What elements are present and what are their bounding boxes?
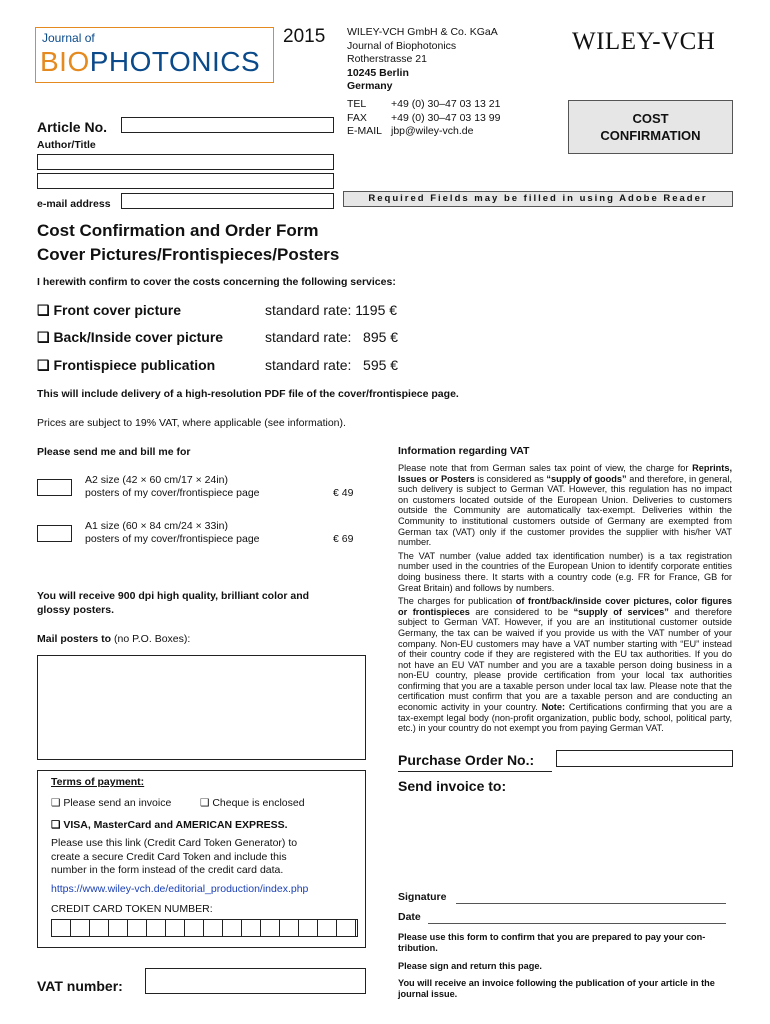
publisher-address bbox=[347, 26, 498, 94]
token-line2: create a secure Credit Card Token and include this bbox=[51, 850, 287, 863]
prices-note: Prices are subject to 19% VAT, where applicable (see information). bbox=[37, 417, 346, 429]
note1-line2: tribution. bbox=[398, 943, 438, 953]
purchase-order-label: Purchase Order No.: bbox=[398, 752, 535, 768]
confirmation-label: CONFIRMATION bbox=[600, 128, 701, 143]
email-address-field[interactable] bbox=[121, 193, 334, 209]
cheque-option[interactable]: ❑ Cheque is enclosed bbox=[200, 797, 305, 809]
signature-label: Signature bbox=[398, 891, 447, 903]
tel-value: +49 (0) 30–47 03 13 21 bbox=[391, 98, 501, 110]
posters-heading: Please send me and bill me for bbox=[37, 446, 191, 458]
a1-checkbox[interactable] bbox=[37, 525, 72, 542]
vat-paragraph-3: The charges for publication of front/back/inside cover pictures, color figures or frontispieces are considered to be “supply of services” and therefore subject to German VAT. However, if you are an institutional customer outside Germany, the tax can be waived if you provide us with the VAT number of your company. Non-EU customers may have a VAT number starting with “EU” instead of their country code if they are registered with the EU tax authorities. If you do not have an EU VAT number and you are a taxable person doing business in a non-EU country, please provide certification from your local tax authorities confirming that you are a taxable person under local tax law. Please note that the certification must confirm that you are a taxable person and are conducting an economic activity in your country. Note: Certifications confirming that you are a tax-exempt legal body (non-profit organization, public body, school, political party, etc.) in your country do not exempt you from paying German VAT. bbox=[398, 596, 733, 734]
cost-label: COST bbox=[632, 111, 669, 126]
a2-price: € 49 bbox=[333, 487, 354, 499]
quality-line1: You will receive 900 dpi high quality, brilliant color and bbox=[37, 590, 310, 602]
fax-value: +49 (0) 30–47 03 13 99 bbox=[391, 111, 501, 124]
token-number-label: CREDIT CARD TOKEN NUMBER: bbox=[51, 903, 213, 915]
token-line3: number in the form instead of the credit card data. bbox=[51, 864, 284, 876]
mail-posters-rest: (no P.O. Boxes): bbox=[111, 633, 191, 645]
date-label: Date bbox=[398, 911, 421, 923]
publisher-name: WILEY-VCH GmbH & Co. KGaA bbox=[347, 26, 498, 38]
contact-block bbox=[347, 98, 500, 139]
form-title: Cost Confirmation and Order Form bbox=[37, 221, 319, 240]
email-label: E-MAIL bbox=[347, 125, 383, 137]
mail-posters-bold: Mail posters to bbox=[37, 633, 112, 645]
a1-price: € 69 bbox=[333, 533, 354, 545]
a2-description bbox=[85, 474, 260, 500]
journal-logo bbox=[35, 27, 274, 83]
mail-posters-label bbox=[37, 633, 190, 645]
publisher-line3: Rotherstrasse 21 bbox=[347, 53, 427, 65]
a1-line2: posters of my cover/frontispiece page bbox=[85, 533, 260, 545]
publisher-city: 10245 Berlin bbox=[347, 66, 409, 79]
article-no-field[interactable] bbox=[121, 117, 334, 133]
a2-line2: posters of my cover/frontispiece page bbox=[85, 487, 260, 499]
vat-paragraph-1: Please note that from German sales tax point of view, the charge for Reprints, Issues or Posters is considered as “supply of goods” and therefore, in general, such delivery is subject to German VAT. However, this regulation has no impact on customers located outside of the European Union. Deliveries to customers outside the Community are automatically tax-exempt. Deliveries within the Community to institutional customers outside of Germany are exempted from German tax (VAT) only if the customer provides the supplier with his/her VAT number. bbox=[398, 463, 733, 548]
article-no-label: Article No. bbox=[37, 119, 108, 135]
publisher-line2: Journal of Biophotonics bbox=[347, 39, 457, 52]
signature-line[interactable] bbox=[456, 903, 726, 904]
payment-panel bbox=[37, 770, 366, 948]
email-value[interactable]: jbp@wiley-vch.de bbox=[391, 125, 474, 137]
author-title-label: Author/Title bbox=[37, 139, 96, 151]
wiley-vch-logo: WILEY-VCH bbox=[572, 28, 716, 55]
token-line1: Please use this link (Credit Card Token Generator) to bbox=[51, 837, 298, 849]
cost-confirmation-box bbox=[568, 100, 733, 154]
logo-photonics: PHOTONICS bbox=[89, 46, 261, 77]
date-line[interactable] bbox=[428, 923, 726, 924]
required-fields-note: Required Fields may be filled in using Adobe Reader bbox=[343, 191, 733, 207]
rate-frontispiece: standard rate: 595 € bbox=[265, 357, 399, 373]
credit-card-option[interactable]: ❑ VISA, MasterCard and AMERICAN EXPRESS. bbox=[51, 819, 288, 831]
author-title-field-1[interactable] bbox=[37, 154, 334, 170]
vat-info bbox=[398, 445, 732, 737]
fax-label: FAX bbox=[347, 111, 367, 124]
a1-description bbox=[85, 520, 260, 546]
note1-line1: Please use this form to confirm that you are prepared to pay your con- bbox=[398, 932, 706, 942]
form-subtitle: Cover Pictures/Frontispieces/Posters bbox=[37, 245, 340, 264]
a2-checkbox[interactable] bbox=[37, 479, 72, 496]
payment-heading: Terms of payment: bbox=[51, 776, 145, 788]
vat-number-field[interactable] bbox=[145, 968, 366, 994]
vat-heading: Information regarding VAT bbox=[398, 445, 530, 457]
tel-label: TEL bbox=[347, 98, 367, 110]
year: 2015 bbox=[283, 26, 326, 47]
vat-number-label: VAT number: bbox=[37, 978, 123, 994]
service-back-cover[interactable]: ❑ Back/Inside cover picture bbox=[37, 329, 224, 345]
a1-line1: A1 size (60 × 84 cm/24 × 33in) bbox=[85, 520, 228, 532]
token-generator-link[interactable]: https://www.wiley-vch.de/editorial_production/index.php bbox=[51, 883, 309, 895]
purchase-order-field[interactable] bbox=[556, 750, 733, 767]
publisher-country: Germany bbox=[347, 80, 393, 92]
confirm-text: I herewith confirm to cover the costs concerning the following services: bbox=[37, 276, 396, 288]
footer-notes bbox=[398, 932, 715, 1000]
email-address-label: e-mail address bbox=[37, 198, 111, 210]
service-front-cover[interactable]: ❑ Front cover picture bbox=[37, 302, 182, 318]
rate-back-cover: standard rate: 895 € bbox=[265, 329, 399, 345]
logo-bio: BIO bbox=[40, 46, 90, 77]
purchase-order-underline bbox=[398, 771, 552, 772]
rate-front-cover: standard rate: 1195 € bbox=[265, 302, 398, 318]
note3-line1: You will receive an invoice following the publication of your article in the bbox=[398, 978, 715, 988]
vat-paragraph-2: The VAT number (value added tax identification number) is a tax registration number used in the countries of the European Union to identify corporate entities doing business there. It starts with a country code (e.g. FR for France, GB for Great Britain) and follows by numbers. bbox=[398, 550, 732, 593]
send-invoice-label: Send invoice to: bbox=[398, 778, 507, 794]
delivery-note: This will include delivery of a high-resolution PDF file of the cover/frontispiece page. bbox=[37, 388, 459, 400]
note2: Please sign and return this page. bbox=[398, 961, 542, 971]
service-frontispiece[interactable]: ❑ Frontispiece publication bbox=[37, 357, 216, 373]
note3-line2: journal issue. bbox=[398, 989, 458, 999]
invoice-option[interactable]: ❑ Please send an invoice bbox=[51, 797, 172, 809]
author-title-field-2[interactable] bbox=[37, 173, 334, 189]
logo-wordmark bbox=[40, 46, 260, 78]
quality-note bbox=[37, 590, 309, 617]
token-number-field[interactable] bbox=[51, 919, 358, 937]
a2-line1: A2 size (42 × 60 cm/17 × 24in) bbox=[85, 474, 228, 486]
logo-journal-of: Journal of bbox=[42, 31, 95, 45]
mail-address-field[interactable] bbox=[37, 655, 366, 760]
token-instructions bbox=[51, 837, 297, 878]
quality-line2: glossy posters. bbox=[37, 603, 115, 616]
